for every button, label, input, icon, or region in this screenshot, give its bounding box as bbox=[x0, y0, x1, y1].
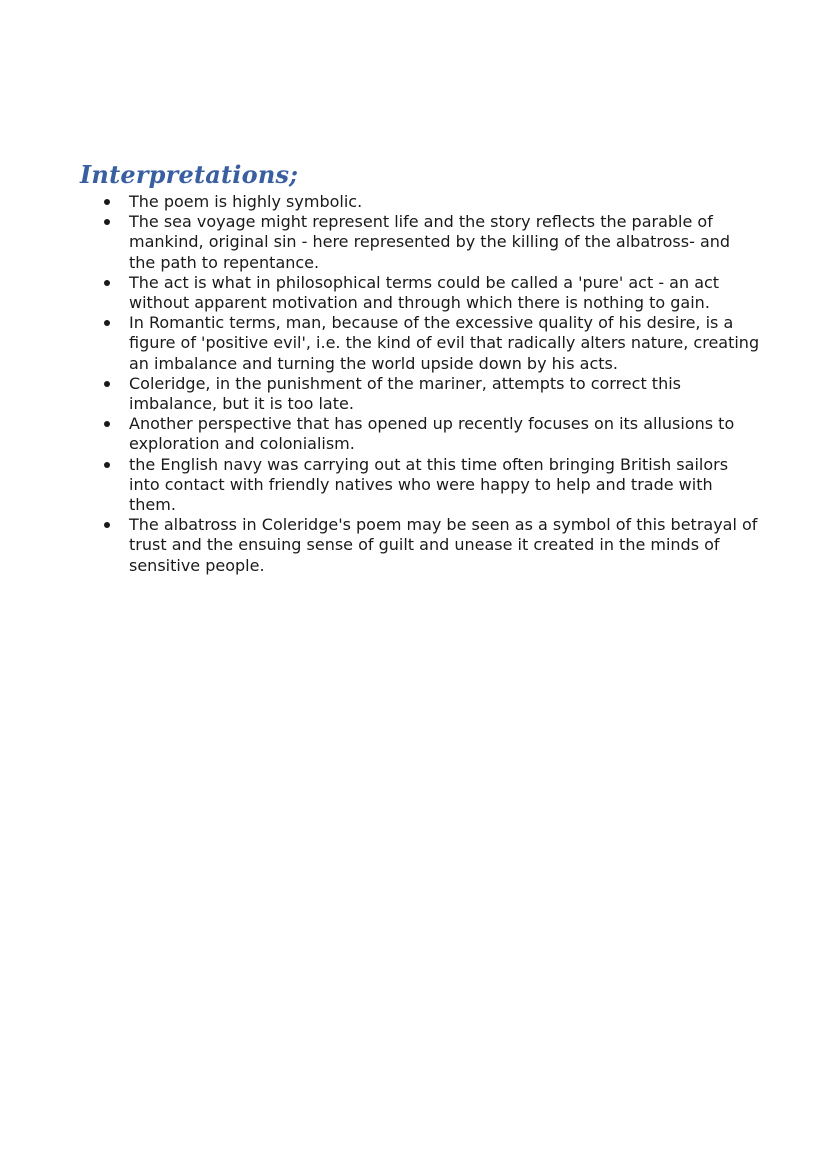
list-item-text: Coleridge, in the punishment of the mariner, attempts to correct this imbalance, but it is too late. bbox=[129, 373, 681, 414]
list-item-text: The act is what in philosophical terms could be called a 'pure' act - an act without apparent motivation and through which there is nothing to gain. bbox=[129, 272, 720, 313]
bullet-icon bbox=[104, 381, 110, 387]
list-item-text: The albatross in Coleridge's poem may be seen as a symbol of this betrayal of trust and the ensuing sense of guilt and unease it created in the minds of sensitive people. bbox=[129, 515, 758, 575]
list-item bbox=[100, 273, 760, 313]
list-item-text: The poem is highly symbolic. bbox=[129, 192, 363, 211]
bullet-icon bbox=[104, 522, 110, 528]
list-item-text: Another perspective that has opened up recently focuses on its allusions to exploration and colonialism. bbox=[129, 414, 735, 454]
bullet-icon bbox=[104, 280, 110, 286]
bullet-icon bbox=[104, 320, 110, 326]
list-item bbox=[100, 313, 760, 374]
list-item bbox=[100, 414, 760, 454]
bullet-icon bbox=[104, 421, 110, 427]
list-item bbox=[100, 455, 760, 516]
bullet-icon bbox=[104, 462, 110, 468]
section-heading: Interpretations; bbox=[80, 160, 299, 189]
bullet-list bbox=[100, 192, 760, 576]
list-item-text: In Romantic terms, man, because of the excessive quality of his desire, is a figure of 'positive evil', i.e. the kind of evil that radically alters nature, creating an imbalance and turning the world upside down by his acts. bbox=[129, 313, 760, 373]
list-item bbox=[100, 212, 760, 273]
list-item bbox=[100, 374, 760, 414]
list-item bbox=[100, 515, 760, 576]
list-item-text: The sea voyage might represent life and the story reflects the parable of mankind, original sin - here represented by the killing of the albatross- and the path to repentance. bbox=[129, 212, 731, 272]
bullet-icon bbox=[104, 219, 110, 225]
list-item-text: the English navy was carrying out at this time often bringing British sailors into contact with friendly natives who were happy to help and trade with them. bbox=[129, 454, 729, 515]
list-item bbox=[100, 192, 760, 212]
bullet-icon bbox=[104, 199, 110, 205]
